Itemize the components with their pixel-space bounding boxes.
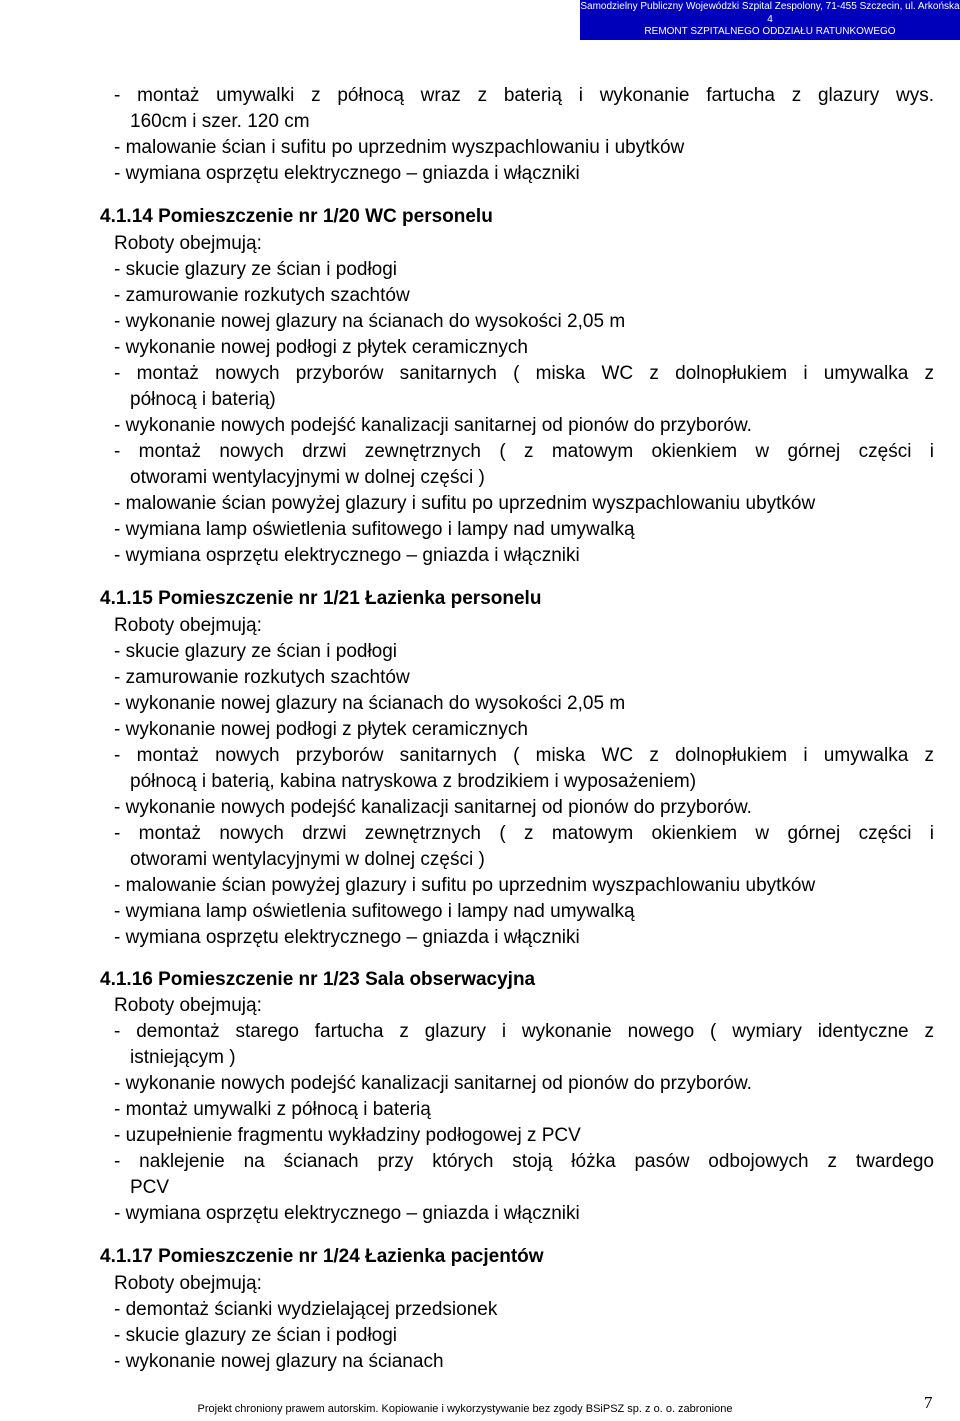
list-item: - wymiana osprzętu elektrycznego – gniazda i włączniki [114, 1203, 580, 1224]
roboty-label: Roboty obejmują: [114, 1273, 262, 1294]
list-item: - demontaż starego fartucha z glazury i wykonanie nowego ( wymiary identyczne z [114, 1021, 934, 1042]
list-item: - skucie glazury ze ścian i podłogi [114, 259, 398, 280]
header-doc-type: PROJEKT BUDOWLANY [711, 38, 829, 50]
section-heading-4-1-16: 4.1.16 Pomieszczenie nr 1/23 Sala obserwacyjna [100, 969, 536, 990]
list-item: - skucie glazury ze ścian i podłogi [114, 1325, 398, 1346]
body-line: - malowanie ścian i sufitu po uprzednim wyszpachlowaniu i ubytków [114, 137, 685, 158]
list-item: - wykonanie nowych podejść kanalizacji sanitarnej od pionów do przyborów. [114, 797, 752, 818]
copyright-footer [0, 1403, 960, 1415]
footer-text: Projekt chroniony prawem autorskim. Kopiowanie i wykorzystywanie bez zgody BSiPSZ sp. z o. o. zabronione [197, 1403, 733, 1415]
list-item: - wykonanie nowej glazury na ścianach [114, 1351, 444, 1372]
list-item: - wykonanie nowych podejść kanalizacji sanitarnej od pionów do przyborów. [114, 1073, 752, 1094]
list-item: - naklejenie na ścianach przy których stoją łóżka pasów odbojowych z twardego [114, 1151, 934, 1172]
list-item: - wykonanie nowej glazury na ścianach do wysokości 2,05 m [114, 693, 626, 714]
list-item: - zamurowanie rozkutych szachtów [114, 667, 410, 688]
header-hospital-line: Samodzielny Publiczny Wojewódzki Szpital Zespolony, 71-455 Szczecin, ul. Arkońska 4 [580, 1, 960, 25]
list-item: - uzupełnienie fragmentu wykładziny podłogowej z PCV [114, 1125, 581, 1146]
roboty-label: Roboty obejmują: [114, 995, 262, 1016]
list-item: - wykonanie nowej podłogi z płytek ceramicznych [114, 337, 528, 358]
list-item-continuation: otworami wentylacyjnymi w dolnej części ) [130, 467, 485, 488]
document-header [580, 0, 960, 50]
list-item-continuation: północą i baterią) [130, 389, 276, 410]
list-item-continuation: północą i baterią, kabina natryskowa z brodzikiem i wyposażeniem) [130, 771, 697, 792]
body-line: - wymiana osprzętu elektrycznego – gniazda i włączniki [114, 163, 580, 184]
list-item: - montaż nowych przyborów sanitarnych ( miska WC z dolnopłukiem i umywalka z [114, 363, 934, 384]
roboty-label: Roboty obejmują: [114, 615, 262, 636]
list-item: - wykonanie nowych podejść kanalizacji sanitarnej od pionów do przyborów. [114, 415, 752, 436]
list-item: - zamurowanie rozkutych szachtów [114, 285, 410, 306]
list-item: - wykonanie nowej glazury na ścianach do wysokości 2,05 m [114, 311, 626, 332]
body-line: - montaż umywalki z północą wraz z baterią i wykonanie fartucha z glazury wys. [114, 85, 934, 106]
list-item: - malowanie ścian powyżej glazury i sufitu po uprzednim wyszpachlowaniu ubytków [114, 875, 816, 896]
list-item: - montaż umywalki z północą i baterią [114, 1099, 431, 1120]
list-item-continuation: PCV [130, 1177, 170, 1198]
list-item-continuation: istniejącym ) [130, 1047, 236, 1068]
header-project-line: REMONT SZPITALNEGO ODDZIAŁU RATUNKOWEGO [644, 26, 896, 37]
list-item: - wykonanie nowej podłogi z płytek ceramicznych [114, 719, 528, 740]
body-line: 160cm i szer. 120 cm [130, 111, 310, 132]
list-item: - wymiana osprzętu elektrycznego – gniazda i włączniki [114, 545, 580, 566]
section-heading-4-1-14: 4.1.14 Pomieszczenie nr 1/20 WC personelu [100, 206, 493, 227]
list-item-continuation: otworami wentylacyjnymi w dolnej części ) [130, 849, 485, 870]
page-number: 7 [924, 1393, 933, 1412]
list-item: - demontaż ścianki wydzielającej przedsionek [114, 1299, 498, 1320]
list-item: - montaż nowych drzwi zewnętrznych ( z matowym okienkiem w górnej części i [114, 823, 934, 844]
section-heading-4-1-15: 4.1.15 Pomieszczenie nr 1/21 Łazienka personelu [100, 588, 542, 609]
list-item: - skucie glazury ze ścian i podłogi [114, 641, 398, 662]
list-item: - wymiana osprzętu elektrycznego – gniazda i włączniki [114, 927, 580, 948]
list-item: - montaż nowych przyborów sanitarnych ( miska WC z dolnopłukiem i umywalka z [114, 745, 934, 766]
list-item: - malowanie ścian powyżej glazury i sufitu po uprzednim wyszpachlowaniu ubytków [114, 493, 816, 514]
list-item: - wymiana lamp oświetlenia sufitowego i lampy nad umywalką [114, 519, 635, 540]
section-heading-4-1-17: 4.1.17 Pomieszczenie nr 1/24 Łazienka pacjentów [100, 1246, 544, 1267]
list-item: - wymiana lamp oświetlenia sufitowego i lampy nad umywalką [114, 901, 635, 922]
roboty-label: Roboty obejmują: [114, 233, 262, 254]
list-item: - montaż nowych drzwi zewnętrznych ( z matowym okienkiem w górnej części i [114, 441, 934, 462]
